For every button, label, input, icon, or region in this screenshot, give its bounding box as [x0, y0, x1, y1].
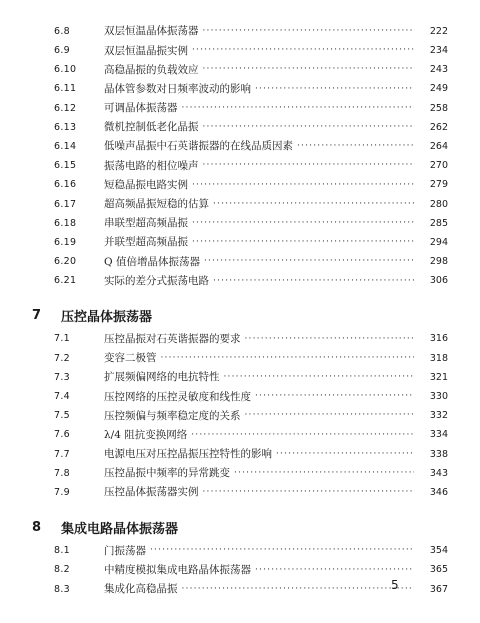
section-title: 压控晶体振荡器实例: [104, 486, 199, 499]
toc-entry[interactable]: [0, 137, 480, 156]
section-title: 门振荡器: [104, 544, 146, 557]
section-page: 258: [429, 102, 448, 114]
section-title: 双层恒温晶振实例: [104, 44, 188, 57]
section-title: 串联型超高频晶振: [104, 217, 188, 230]
section-title: 压控网络的压控灵敏度和线性度: [104, 390, 251, 403]
section-number: 6.16: [54, 179, 77, 191]
toc-entry[interactable]: [0, 60, 480, 79]
toc-entry[interactable]: [0, 464, 480, 483]
section-number: 8.3: [54, 583, 71, 595]
toc-entry[interactable]: [0, 406, 480, 425]
dot-leader: [255, 566, 414, 575]
section-page: 330: [429, 391, 448, 403]
dot-leader: [203, 488, 415, 497]
dot-leader: [150, 546, 414, 555]
toc-entry[interactable]: [0, 330, 480, 349]
section-title: 可调晶体振荡器: [104, 102, 178, 115]
section-number: 8.2: [54, 564, 71, 576]
section-number: 7.4: [54, 391, 71, 403]
section-title: 振荡电路的相位噪声: [104, 159, 199, 172]
section-number: 7.6: [54, 429, 71, 441]
dot-leader: [255, 392, 414, 401]
toc-entry[interactable]: [0, 233, 480, 252]
toc-entry[interactable]: [0, 483, 480, 502]
section-title: Q 值倍增晶体振荡器: [104, 255, 200, 268]
toc-entry[interactable]: [0, 195, 480, 214]
dot-leader: [234, 469, 414, 478]
section-number: 7.8: [54, 467, 71, 479]
chapter-title: 压控晶体振荡器: [61, 310, 153, 326]
section-page: 264: [429, 140, 448, 152]
section-title: 变容二极管: [104, 352, 157, 365]
section-title: 晶体管参数对日频率波动的影响: [104, 82, 251, 95]
toc-entry[interactable]: [0, 118, 480, 137]
dot-leader: [191, 431, 414, 440]
toc-entry[interactable]: [0, 271, 480, 290]
dot-leader: [213, 200, 414, 209]
chapter-number: 7: [32, 308, 42, 324]
section-page: 249: [429, 83, 448, 95]
section-number: 6.19: [54, 236, 77, 248]
section-number: 6.11: [54, 83, 77, 95]
section-page: 294: [429, 236, 448, 248]
section-page: 354: [429, 545, 448, 557]
dot-leader: [203, 161, 415, 170]
toc-entry[interactable]: [0, 41, 480, 60]
dot-leader: [297, 142, 414, 151]
section-number: 6.10: [54, 64, 77, 76]
toc-entry[interactable]: [0, 176, 480, 195]
dot-leader: [182, 104, 415, 113]
toc-entry[interactable]: [0, 561, 480, 580]
section-number: 6.13: [54, 121, 77, 133]
section-title: 超高频晶振短稳的估算: [104, 198, 209, 211]
section-page: 270: [429, 160, 448, 172]
toc-entry[interactable]: [0, 580, 480, 599]
chapter-title: 集成电路晶体振荡器: [61, 521, 179, 537]
page-number: 5: [391, 578, 399, 592]
dot-leader: [192, 46, 414, 55]
section-title: 集成化高稳晶振: [104, 583, 178, 596]
dot-leader: [203, 65, 415, 74]
section-page: 346: [429, 486, 448, 498]
section-number: 6.18: [54, 217, 77, 229]
toc-entry[interactable]: [0, 387, 480, 406]
dot-leader: [203, 27, 415, 36]
chapter-number: 8: [32, 519, 42, 535]
section-number: 6.15: [54, 160, 77, 172]
section-page: 365: [429, 564, 448, 576]
toc-entry[interactable]: [0, 156, 480, 175]
section-number: 6.9: [54, 45, 71, 57]
dot-leader: [192, 181, 414, 190]
section-title: 高稳晶振的负载效应: [104, 63, 199, 76]
section-title: 低噪声晶振中石英谐振器的在线品质因素: [104, 140, 293, 153]
section-number: 6.20: [54, 256, 77, 268]
toc-entry[interactable]: [0, 368, 480, 387]
section-number: 6.8: [54, 25, 71, 37]
dot-leader: [192, 238, 414, 247]
section-page: 262: [429, 121, 448, 133]
section-page: 279: [429, 179, 448, 191]
toc-entry[interactable]: [0, 214, 480, 233]
section-page: 338: [429, 448, 448, 460]
section-title: 电源电压对压控晶振压控特性的影响: [104, 448, 272, 461]
section-title: 实际的差分式振荡电路: [104, 274, 209, 287]
section-page: 222: [429, 25, 448, 37]
section-number: 7.5: [54, 410, 71, 422]
section-page: 316: [429, 333, 448, 345]
section-number: 6.14: [54, 140, 77, 152]
section-page: 285: [429, 217, 448, 229]
dot-leader: [245, 335, 415, 344]
section-title: 微机控制低老化晶振: [104, 121, 199, 134]
section-page: 243: [429, 64, 448, 76]
section-page: 321: [429, 371, 448, 383]
dot-leader: [203, 123, 415, 132]
dot-leader: [255, 85, 414, 94]
section-page: 343: [429, 467, 448, 479]
section-number: 6.12: [54, 102, 77, 114]
chapter-heading: [0, 516, 480, 538]
dot-leader: [161, 354, 415, 363]
dot-leader: [276, 450, 414, 459]
section-title: λ/4 阻抗变换网络: [104, 428, 188, 441]
section-title: 扩展频偏网络的电抗特性: [104, 371, 220, 384]
section-page: 234: [429, 45, 448, 57]
chapter-heading: [0, 305, 480, 327]
section-title: 并联型超高频晶振: [104, 236, 188, 249]
section-title: 压控晶振中频率的异常跳变: [104, 467, 230, 480]
toc-entry[interactable]: [0, 252, 480, 271]
dot-leader: [224, 373, 415, 382]
section-page: 332: [429, 410, 448, 422]
section-title: 压控晶振对石英谐振器的要求: [104, 332, 241, 345]
section-page: 280: [429, 198, 448, 210]
dot-leader: [192, 219, 414, 228]
toc-entry[interactable]: [0, 541, 480, 560]
section-number: 7.3: [54, 371, 71, 383]
toc-list: [0, 22, 480, 599]
section-page: 334: [429, 429, 448, 441]
section-page: 318: [429, 352, 448, 364]
section-number: 7.9: [54, 486, 71, 498]
dot-leader: [182, 585, 415, 594]
section-number: 6.17: [54, 198, 77, 210]
section-number: 7.7: [54, 448, 71, 460]
section-page: 298: [429, 256, 448, 268]
section-page: 367: [429, 583, 448, 595]
dot-leader: [245, 411, 415, 420]
toc-entry[interactable]: [0, 445, 480, 464]
section-title: 中精度模拟集成电路晶体振荡器: [104, 563, 251, 576]
section-title: 短稳晶振电路实例: [104, 178, 188, 191]
section-title: 双层恒温晶体振荡器: [104, 25, 199, 38]
section-number: 8.1: [54, 545, 71, 557]
section-page: 306: [429, 275, 448, 287]
toc-entry[interactable]: [0, 349, 480, 368]
section-number: 6.21: [54, 275, 77, 287]
section-title: 压控频偏与频率稳定度的关系: [104, 409, 241, 422]
toc-entry[interactable]: [0, 99, 480, 118]
toc-entry[interactable]: [0, 22, 480, 41]
section-number: 7.2: [54, 352, 71, 364]
toc-entry[interactable]: [0, 426, 480, 445]
toc-entry[interactable]: [0, 80, 480, 99]
dot-leader: [204, 257, 414, 266]
dot-leader: [213, 277, 414, 286]
section-number: 7.1: [54, 333, 71, 345]
